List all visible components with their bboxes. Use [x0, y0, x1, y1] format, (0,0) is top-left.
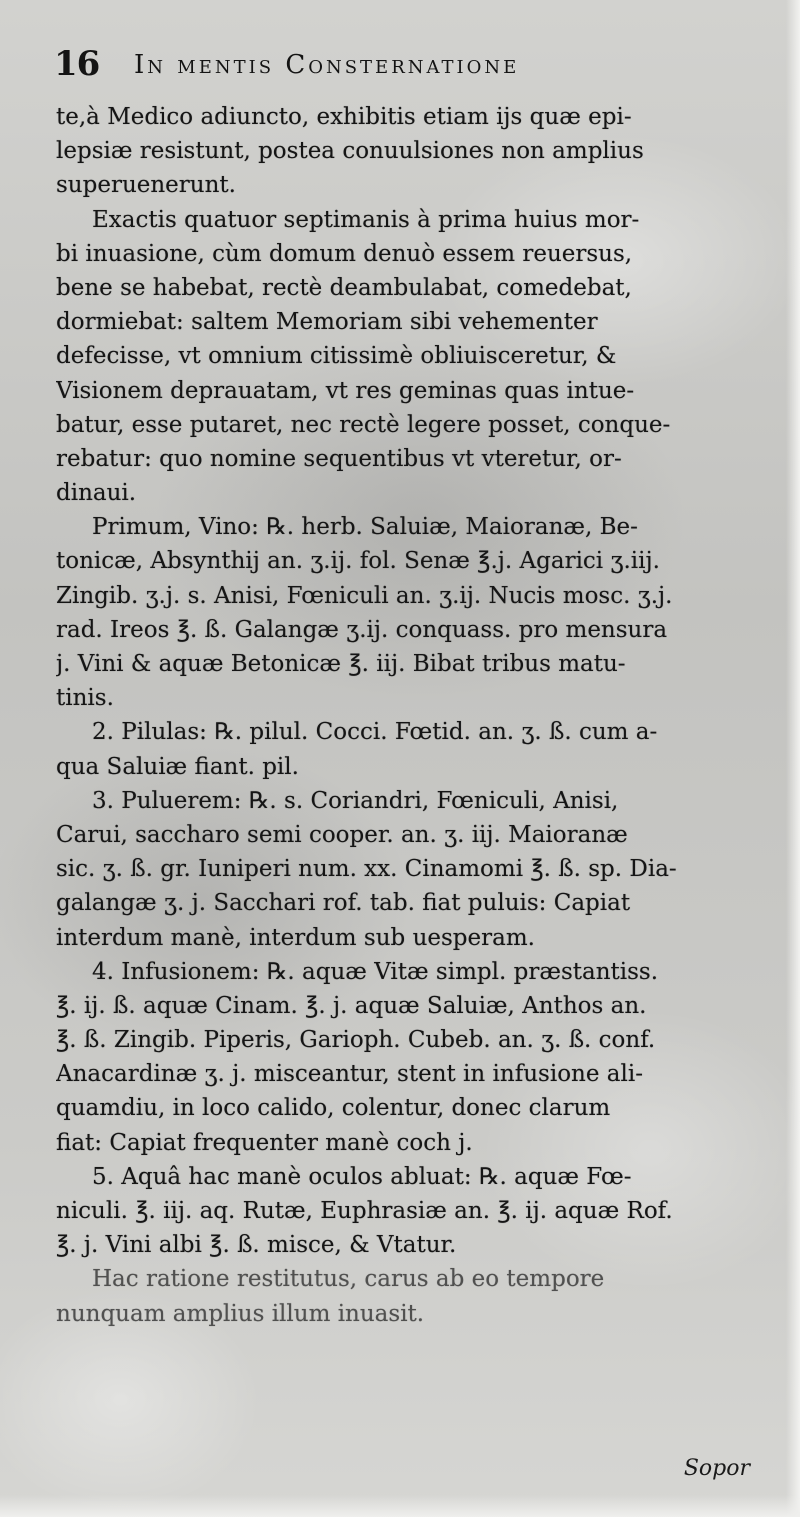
catchword: Sopor — [683, 1456, 750, 1481]
text-line: bene se habebat, rectè deambulabat, comedebat, — [56, 274, 632, 301]
text-line: 2. Pilulas: ℞. pilul. Cocci. Fœtid. an. ʒ. ß. cum a- — [92, 719, 658, 746]
text-line: fiat: Capiat frequenter manè coch j. — [56, 1129, 473, 1156]
text-line: tonicæ, Absynthij an. ʒ.ij. fol. Senæ ℥.j. Agarici ʒ.iij. — [56, 548, 660, 575]
text-line: nunquam amplius illum inuasit. — [56, 1300, 425, 1327]
text-line: 5. Aquâ hac manè oculos abluat: ℞. aquæ Fœ- — [92, 1163, 632, 1190]
text-line: 4. Infusionem: ℞. aquæ Vitæ simpl. præstantiss. — [92, 958, 659, 985]
text-line: Anacardinæ ʒ. j. misceantur, stent in infusione ali- — [56, 1061, 643, 1088]
text-line: superuenerunt. — [56, 172, 236, 199]
text-line: quamdiu, in loco calido, colentur, donec clarum — [56, 1095, 611, 1122]
text-line: Primum, Vino: ℞. herb. Saluiæ, Maioranæ, Be- — [92, 514, 638, 541]
text-line: Exactis quatuor septimanis à prima huius mor- — [92, 206, 640, 233]
text-line: ℥. j. Vini albi ℥. ß. misce, & Vtatur. — [56, 1232, 457, 1259]
text-line: bi inuasione, cùm domum denuò essem reuersus, — [56, 240, 633, 267]
text-line: Zingib. ʒ.j. s. Anisi, Fœniculi an. ʒ.ij. Nucis mosc. ʒ.j. — [56, 582, 673, 609]
text-line: sic. ʒ. ß. gr. Iuniperi num. xx. Cinamomi ℥. ß. sp. Dia- — [56, 856, 677, 883]
text-line: te,à Medico adiuncto, exhibitis etiam ijs quæ epi- — [56, 104, 632, 130]
page-number: 16 — [54, 44, 100, 84]
text-line: 3. Puluerem: ℞. s. Coriandri, Fœniculi, Anisi, — [92, 787, 619, 814]
running-title: In mentis Consternatione — [134, 50, 520, 80]
page-header — [50, 44, 770, 100]
page-edge-right — [786, 0, 800, 1517]
text-line: qua Saluiæ fiant. pil. — [56, 753, 299, 780]
text-line: Visionem deprauatam, vt res geminas quas intue- — [56, 377, 635, 404]
text-line: tinis. — [56, 685, 114, 712]
body-text — [56, 100, 762, 1331]
text-line: ℥. ß. Zingib. Piperis, Garioph. Cubeb. an. ʒ. ß. conf. — [56, 1027, 656, 1054]
text-line: Carui, saccharo semi cooper. an. ʒ. iij. Maioranæ — [56, 821, 628, 848]
text-line: dormiebat: saltem Memoriam sibi vehementer — [56, 309, 598, 336]
text-line: ℥. ij. ß. aquæ Cinam. ℥. j. aquæ Saluiæ, Anthos an. — [56, 992, 647, 1019]
text-line: niculi. ℥. iij. aq. Rutæ, Euphrasiæ an. ℥. ij. aquæ Rof. — [56, 1198, 673, 1224]
text-line: dinaui. — [56, 480, 137, 507]
text-line: batur, esse putaret, nec rectè legere posset, conque- — [56, 411, 671, 438]
text-line: rebatur: quo nomine sequentibus vt vteretur, or- — [56, 445, 622, 472]
text-line: j. Vini & aquæ Betonicæ ℥. iij. Bibat tribus matu- — [56, 651, 626, 677]
text-line: lepsiæ resistunt, postea conuulsiones non amplius — [56, 138, 644, 165]
text-line: Hac ratione restitutus, carus ab eo tempore — [92, 1266, 605, 1293]
text-line: defecisse, vt omnium citissimè obliuisceretur, & — [56, 343, 617, 370]
text-line: galangæ ʒ. j. Sacchari rof. tab. fiat puluis: Capiat — [56, 890, 631, 917]
page-edge-bottom — [0, 1495, 800, 1517]
text-line: rad. Ireos ℥. ß. Galangæ ʒ.ij. conquass. pro mensura — [56, 616, 668, 643]
text-line: interdum manè, interdum sub uesperam. — [56, 924, 535, 951]
